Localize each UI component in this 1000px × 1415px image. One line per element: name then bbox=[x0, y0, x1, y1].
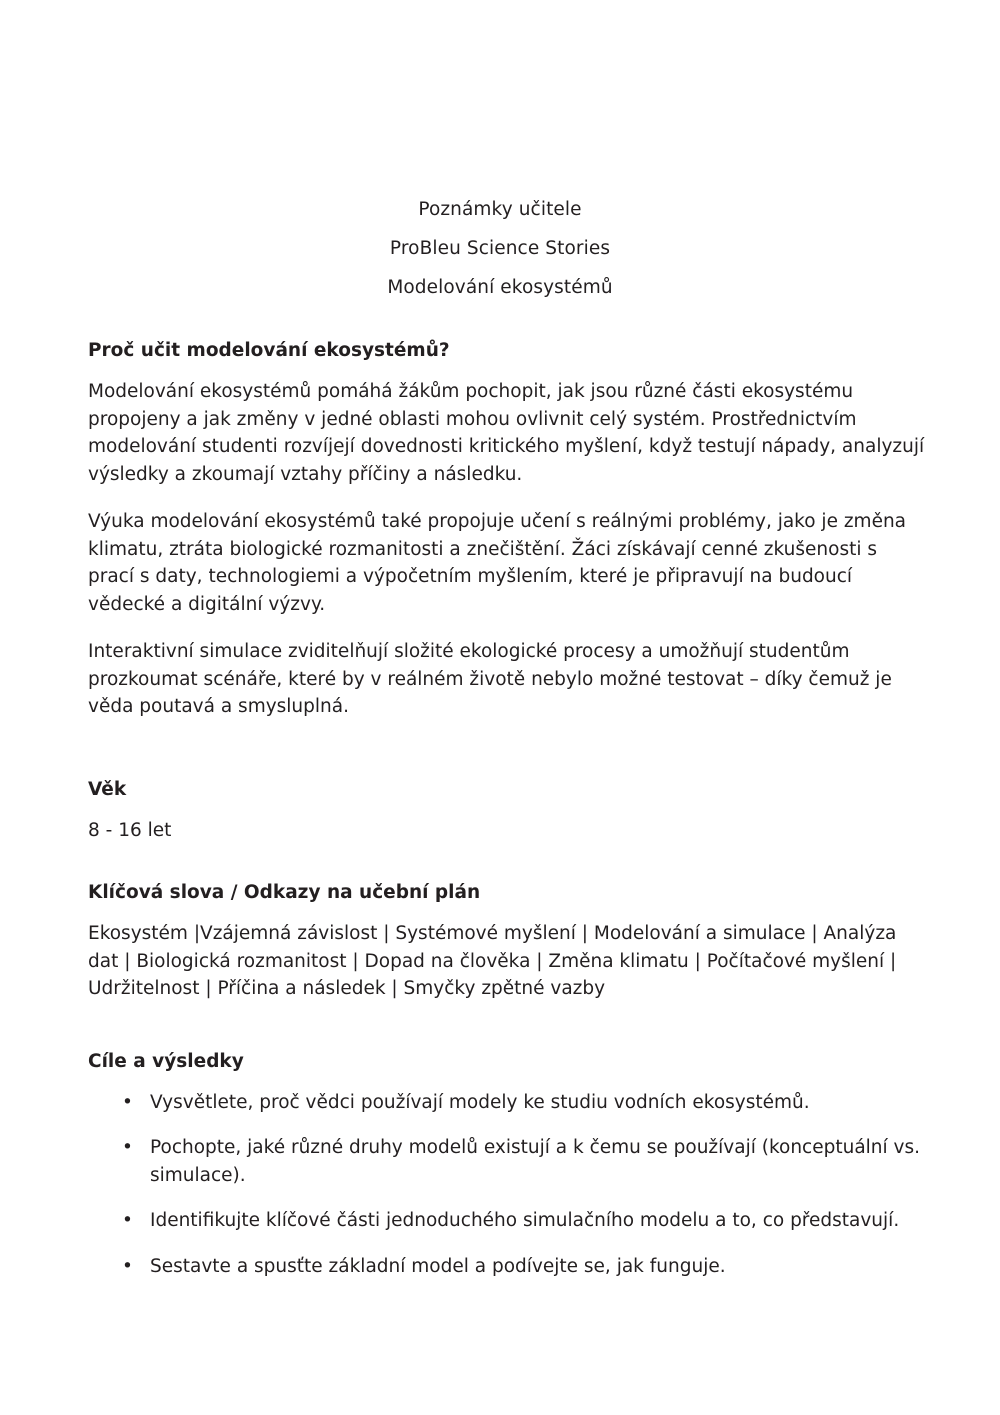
bullet-icon: • bbox=[122, 1137, 133, 1158]
document-title-block bbox=[0, 190, 1000, 307]
spacer-after-age bbox=[88, 844, 928, 880]
bullet-icon: • bbox=[122, 1255, 133, 1277]
why-paragraph-3: Interaktivní simulace zviditelňují složité ekologické procesy a umožňují studentům prozkoumat scénáře, které by v reálném životě nebylo možné testovat – díky čemuž je věda poutavá a smysluplná. bbox=[88, 641, 892, 717]
list-item-text: Vysvětlete, proč vědci používají modely ke studiu vodních ekosystémů. bbox=[150, 1091, 810, 1113]
bullet-icon: • bbox=[122, 1210, 133, 1231]
list-item bbox=[88, 1089, 928, 1117]
list-item bbox=[88, 1134, 928, 1189]
section-heading-why: Proč učit modelování ekosystémů? bbox=[88, 340, 450, 361]
bullet-icon: • bbox=[122, 1091, 133, 1113]
list-item bbox=[88, 1207, 928, 1235]
spacer-after-keywords bbox=[88, 1023, 928, 1049]
title-line-topic: Modelování ekosystémů bbox=[387, 277, 613, 298]
section-heading-keywords: Klíčová slova / Odkazy na učební plán bbox=[88, 882, 481, 903]
list-item-text: Pochopte, jaké různé druhy modelů existují a k čemu se používají (konceptuální vs. simulace). bbox=[150, 1137, 921, 1186]
objectives-list bbox=[88, 1089, 928, 1281]
section-heading-objectives: Cíle a výsledky bbox=[88, 1050, 244, 1072]
list-item bbox=[88, 1253, 928, 1281]
document-body bbox=[88, 338, 928, 1298]
why-paragraph-1: Modelování ekosystémů pomáhá žákům pochopit, jak jsou různé části ekosystému propojeny a jak změny v jedné oblasti mohou ovlivnit celý systém. Prostřednictvím modelování studenti rozvíjejí dovednosti kritického myšlení, když testují nápady, analyzují výsledky a zkoumají vztahy příčiny a následku. bbox=[88, 381, 925, 485]
why-paragraph-2: Výuka modelování ekosystémů také propojuje učení s reálnými problémy, jako je změna klimatu, ztráta biologické rozmanitosti a znečištění. Žáci získávají cenné zkušenosti s prací s daty, technologiemi a výpočetním myšlením, které je připravují na budoucí vědecké a digitální výzvy. bbox=[88, 511, 907, 615]
keywords-text: Ekosystém |Vzájemná závislost | Systémové myšlení | Modelování a simulace | Analýza dat | Biologická rozmanitost | Dopad na člověka | Změna klimatu | Počítačové myšlení | Udržitelnost | Příčina a následek | Smyčky zpětné vazby bbox=[88, 923, 897, 999]
spacer-after-why bbox=[88, 741, 928, 777]
list-item-text: Sestavte a spusťte základní model a podívejte se, jak funguje. bbox=[150, 1255, 726, 1277]
title-line-series: ProBleu Science Stories bbox=[389, 238, 611, 259]
age-range-value: 8 - 16 let bbox=[88, 819, 172, 841]
list-item-text: Identifikujte klíčové části jednoduchého simulačního modelu a to, co představují. bbox=[150, 1210, 900, 1231]
title-line-notes: Poznámky učitele bbox=[418, 199, 582, 220]
section-heading-age: Věk bbox=[88, 778, 127, 800]
